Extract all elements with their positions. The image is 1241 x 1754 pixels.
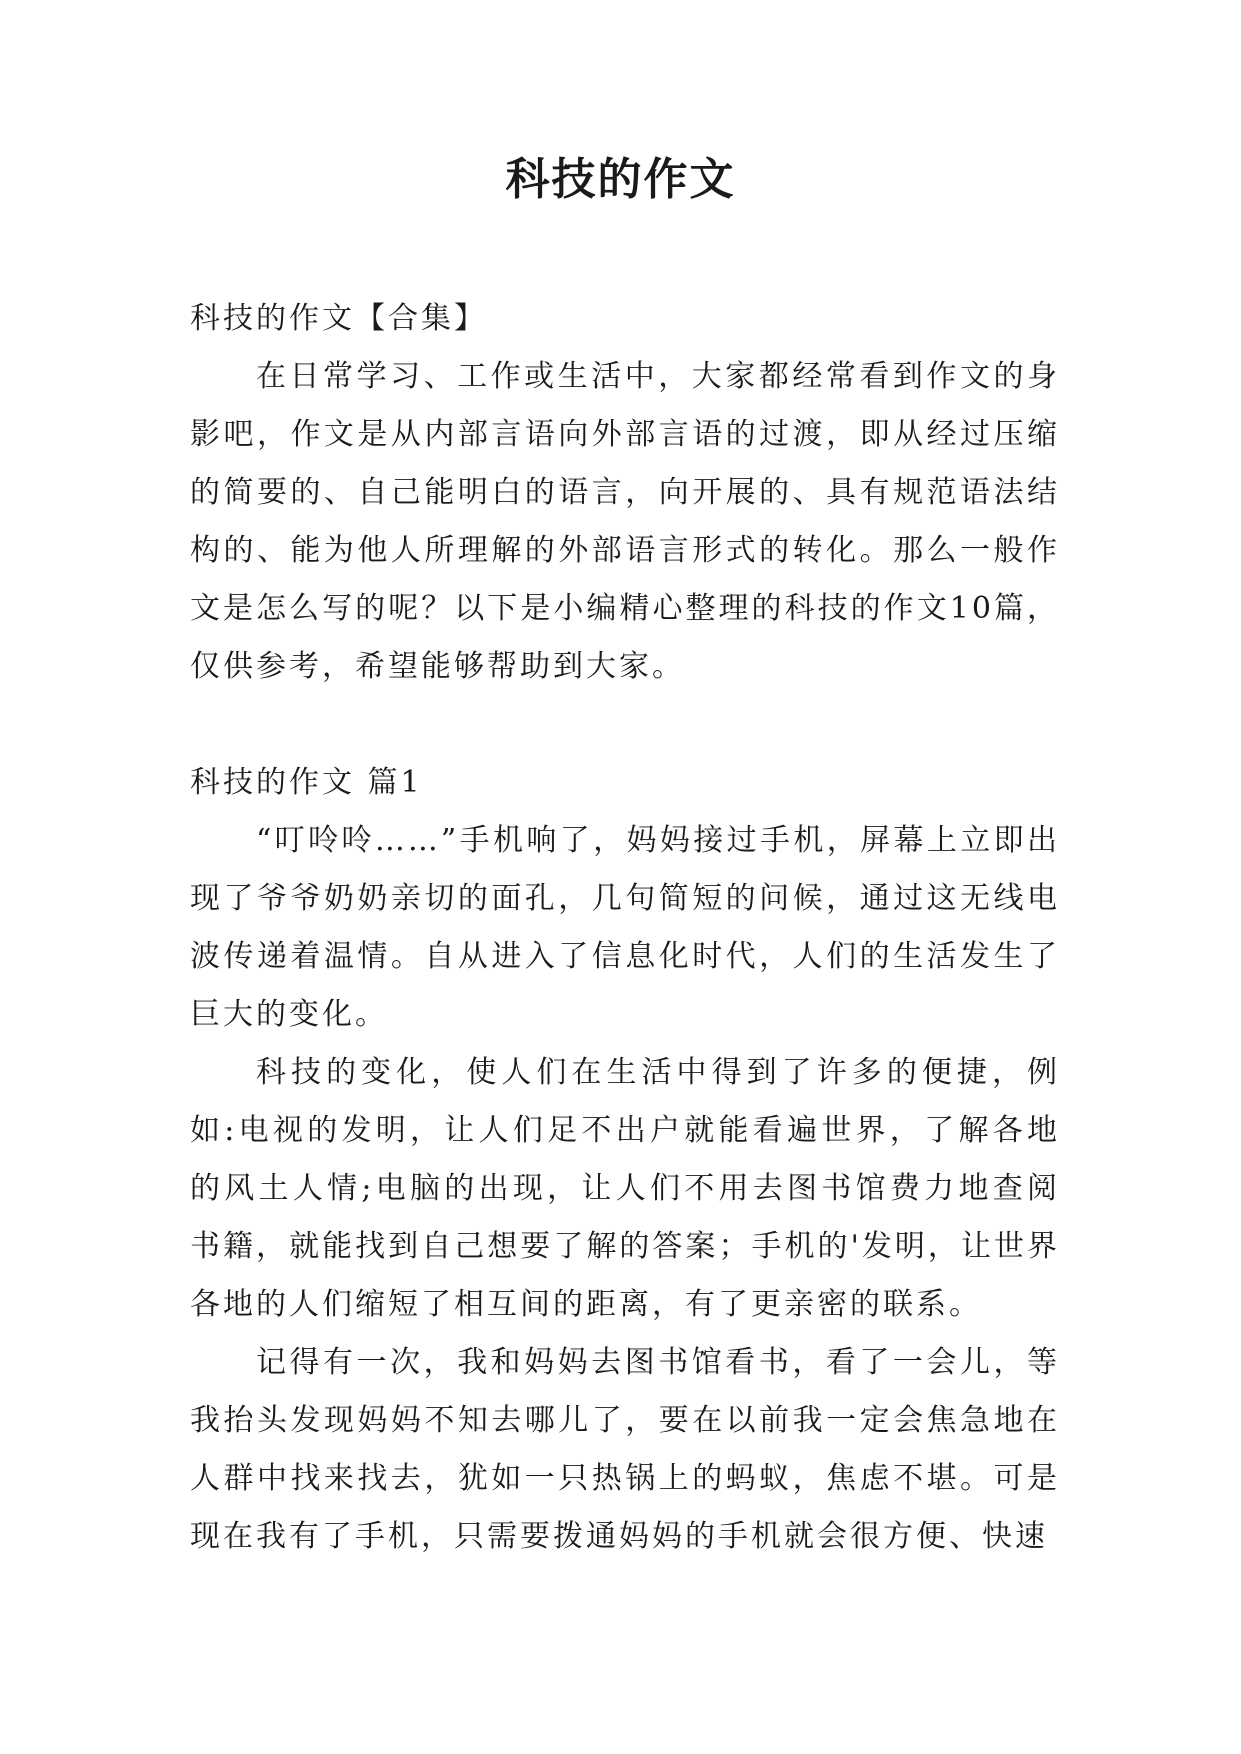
section-spacer	[190, 696, 1060, 754]
body-paragraph: 记得有一次，我和妈妈去图书馆看书，看了一会儿，等我抬头发现妈妈不知去哪儿了，要在以前我一定会焦急地在人群中找来找去，犹如一只热锅上的蚂蚁，焦虑不堪。可是现在我有了手机，只需要拨通妈妈的手机就会很方便、快速	[190, 1345, 1060, 1554]
document-body	[190, 290, 1060, 1566]
body-paragraph: “叮呤呤……”手机响了，妈妈接过手机，屏幕上立即出现了爷爷奶奶亲切的面孔，几句简短的问候，通过这无线电波传递着温情。自从进入了信息化时代，人们的生活发生了巨大的变化。	[190, 823, 1060, 1032]
intro-paragraph: 在日常学习、工作或生活中，大家都经常看到作文的身影吧，作文是从内部言语向外部言语的过渡，即从经过压缩的简要的、自己能明白的语言，向开展的、具有规范语法结构的、能为他人所理解的外部语言形式的转化。那么一般作文是怎么写的呢？以下是小编精心整理的科技的作文10篇，仅供参考，希望能够帮助到大家。	[190, 359, 1060, 684]
intro-heading: 科技的作文【合集】	[190, 301, 487, 336]
section-heading: 科技的作文 篇1	[190, 765, 423, 800]
body-paragraph: 科技的变化，使人们在生活中得到了许多的便捷，例如:电视的发明，让人们足不出户就能看遍世界，了解各地的风土人情;电脑的出现，让人们不用去图书馆费力地查阅书籍，就能找到自己想要了解的答案；手机的'发明，让世界各地的人们缩短了相互间的距离，有了更亲密的联系。	[190, 1055, 1060, 1322]
document-title: 科技的作文	[505, 154, 736, 205]
